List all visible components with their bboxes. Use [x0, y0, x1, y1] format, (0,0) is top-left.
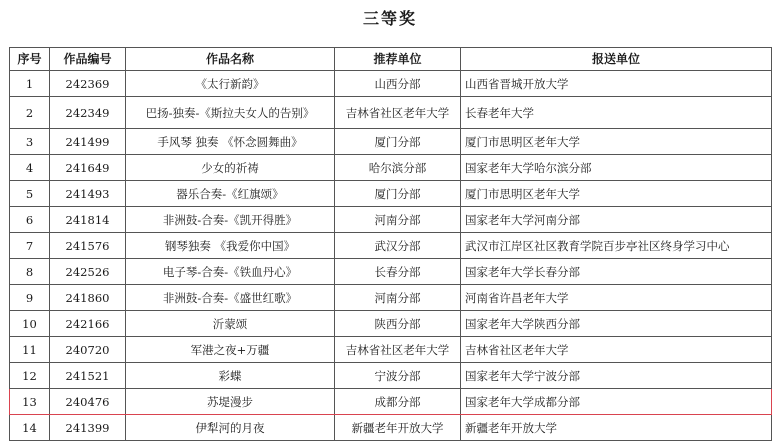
awards-table: [9, 47, 772, 441]
col-header-code: 作品编号: [50, 48, 126, 71]
cell-name: 巴扬-独奏-《斯拉夫女人的告别》: [126, 97, 335, 129]
cell-recommender: 新疆老年开放大学: [335, 415, 461, 441]
table-row: [10, 181, 772, 207]
cell-recommender: 山西分部: [335, 71, 461, 97]
cell-code: 241860: [50, 285, 126, 311]
cell-no: 11: [10, 337, 50, 363]
cell-name: 非洲鼓-合奏-《凯开得胜》: [126, 207, 335, 233]
table-row-highlighted: [10, 389, 772, 415]
cell-recommender: 河南分部: [335, 285, 461, 311]
table-row: [10, 311, 772, 337]
cell-no: 14: [10, 415, 50, 441]
cell-submitter: 厦门市思明区老年大学: [461, 181, 772, 207]
cell-submitter: 国家老年大学河南分部: [461, 207, 772, 233]
page-title: 三等奖: [362, 9, 417, 28]
cell-code: 241649: [50, 155, 126, 181]
cell-name: 军港之夜+万疆: [126, 337, 335, 363]
cell-name: 手风琴 独奏 《怀念圆舞曲》: [126, 129, 335, 155]
cell-code: 241576: [50, 233, 126, 259]
cell-submitter: 武汉市江岸区社区教育学院百步亭社区终身学习中心: [461, 233, 772, 259]
cell-code: 240720: [50, 337, 126, 363]
cell-recommender: 河南分部: [335, 207, 461, 233]
cell-name: 器乐合奏-《红旗颂》: [126, 181, 335, 207]
cell-no: 7: [10, 233, 50, 259]
cell-submitter: 长春老年大学: [461, 97, 772, 129]
table-row: [10, 259, 772, 285]
cell-no: 10: [10, 311, 50, 337]
cell-recommender: 成都分部: [335, 389, 461, 415]
cell-submitter: 国家老年大学长春分部: [461, 259, 772, 285]
col-header-submitter: 报送单位: [461, 48, 772, 71]
cell-submitter: 吉林省社区老年大学: [461, 337, 772, 363]
cell-recommender: 长春分部: [335, 259, 461, 285]
col-header-recommender: 推荐单位: [335, 48, 461, 71]
cell-name: 《太行新韵》: [126, 71, 335, 97]
cell-code: 242166: [50, 311, 126, 337]
cell-name: 电子琴-合奏-《铁血丹心》: [126, 259, 335, 285]
cell-submitter: 国家老年大学哈尔滨分部: [461, 155, 772, 181]
cell-name: 少女的祈祷: [126, 155, 335, 181]
cell-recommender: 武汉分部: [335, 233, 461, 259]
cell-submitter: 河南省许昌老年大学: [461, 285, 772, 311]
cell-no: 3: [10, 129, 50, 155]
cell-no: 2: [10, 97, 50, 129]
cell-recommender: 陕西分部: [335, 311, 461, 337]
cell-code: 240476: [50, 389, 126, 415]
cell-code: 241499: [50, 129, 126, 155]
cell-no: 8: [10, 259, 50, 285]
cell-no: 13: [10, 389, 50, 415]
table-row: [10, 155, 772, 181]
table-row: [10, 337, 772, 363]
cell-code: 241521: [50, 363, 126, 389]
cell-no: 5: [10, 181, 50, 207]
table-row: [10, 97, 772, 129]
cell-name: 钢琴独奏 《我爱你中国》: [126, 233, 335, 259]
cell-no: 6: [10, 207, 50, 233]
cell-submitter: 国家老年大学成都分部: [461, 389, 772, 415]
table-row: [10, 71, 772, 97]
cell-code: 242526: [50, 259, 126, 285]
cell-name: 彩蝶: [126, 363, 335, 389]
cell-code: 242349: [50, 97, 126, 129]
cell-recommender: 厦门分部: [335, 181, 461, 207]
table-row: [10, 207, 772, 233]
cell-code: 241493: [50, 181, 126, 207]
cell-code: 241399: [50, 415, 126, 441]
cell-code: 241814: [50, 207, 126, 233]
cell-submitter: 国家老年大学宁波分部: [461, 363, 772, 389]
cell-no: 9: [10, 285, 50, 311]
cell-no: 4: [10, 155, 50, 181]
cell-name: 非洲鼓-合奏-《盛世红歌》: [126, 285, 335, 311]
cell-code: 242369: [50, 71, 126, 97]
cell-recommender: 厦门分部: [335, 129, 461, 155]
cell-name: 苏堤漫步: [126, 389, 335, 415]
cell-submitter: 厦门市思明区老年大学: [461, 129, 772, 155]
table-row: [10, 233, 772, 259]
table-row: [10, 285, 772, 311]
table-row: [10, 129, 772, 155]
cell-submitter: 国家老年大学陕西分部: [461, 311, 772, 337]
col-header-no: 序号: [10, 48, 50, 71]
cell-name: 伊犁河的月夜: [126, 415, 335, 441]
col-header-name: 作品名称: [126, 48, 335, 71]
cell-recommender: 吉林省社区老年大学: [335, 337, 461, 363]
cell-submitter: 山西省晋城开放大学: [461, 71, 772, 97]
table-row: [10, 415, 772, 441]
cell-no: 1: [10, 71, 50, 97]
header-row: [10, 48, 772, 71]
cell-recommender: 哈尔滨分部: [335, 155, 461, 181]
cell-submitter: 新疆老年开放大学: [461, 415, 772, 441]
cell-recommender: 吉林省社区老年大学: [335, 97, 461, 129]
table-row: [10, 363, 772, 389]
cell-name: 沂蒙颂: [126, 311, 335, 337]
cell-no: 12: [10, 363, 50, 389]
cell-recommender: 宁波分部: [335, 363, 461, 389]
